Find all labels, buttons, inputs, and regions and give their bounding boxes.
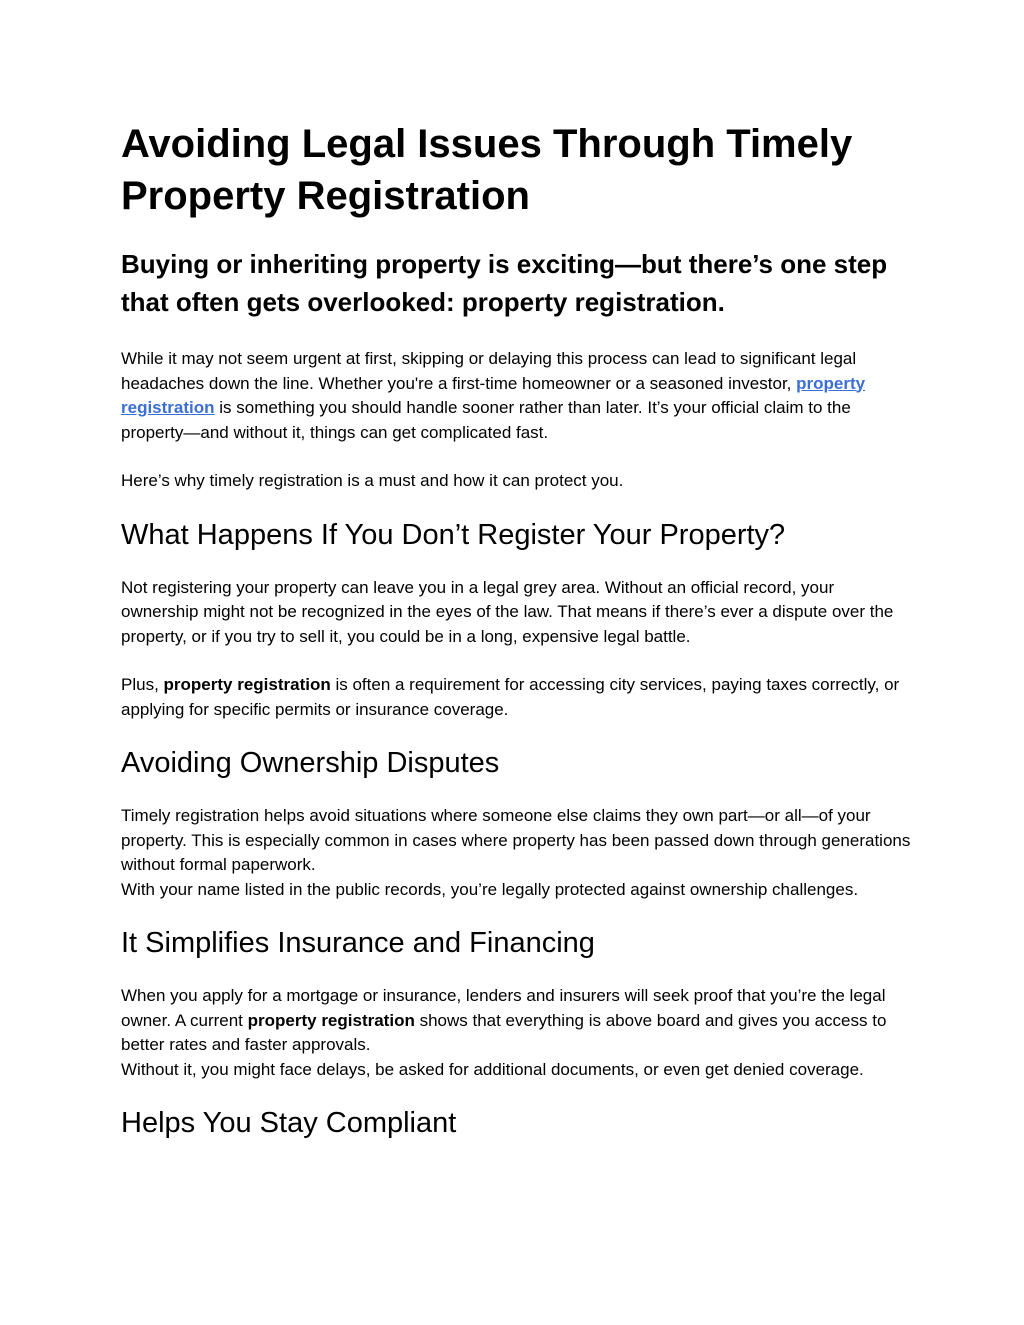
section1-paragraph-2 bbox=[121, 673, 911, 722]
section3-paragraph-1 bbox=[121, 984, 911, 1058]
section3-paragraph-2: Without it, you might face delays, be asked for additional documents, or even get denied coverage. bbox=[121, 1059, 864, 1079]
intro-text-after-link: is something you should handle sooner rather than later. It’s your official claim to the property—and without it, things can get complicated fast. bbox=[121, 398, 851, 442]
section3-text-before-bold: When you apply for a mortgage or insurance, lenders and insurers will seek proof that you’re the legal owner. A current bbox=[121, 986, 886, 1030]
section2-paragraph-2: With your name listed in the public records, you’re legally protected against ownership challenges. bbox=[121, 879, 859, 899]
intro-paragraph-2: Here’s why timely registration is a must and how it can protect you. bbox=[121, 471, 624, 490]
section1-text-before-bold: Plus, bbox=[121, 675, 164, 694]
section-heading-compliance: Helps You Stay Compliant bbox=[121, 1107, 457, 1139]
section-heading-unregistered: What Happens If You Don’t Register Your Property? bbox=[121, 518, 786, 551]
property-registration-link[interactable]: property registration bbox=[121, 373, 866, 417]
section2-paragraph-1: Timely registration helps avoid situations where someone else claims they own part—or all—of your property. This is especially common in cases where property has been passed down through generations without formal paperwork. bbox=[121, 806, 911, 874]
section3-text-after-bold: shows that everything is above board and gives you access to better rates and faster approvals. bbox=[121, 1010, 887, 1054]
page-subtitle: Buying or inheriting property is exciting—but there’s one step that often gets overlooked: property registration. bbox=[121, 249, 888, 317]
section-heading-insurance: It Simplifies Insurance and Financing bbox=[121, 927, 595, 959]
section-heading-disputes: Avoiding Ownership Disputes bbox=[121, 747, 500, 779]
section1-paragraph-1: Not registering your property can leave you in a legal grey area. Without an official record, your ownership might not be recognized in the eyes of the law. That means if there’s ever a dispute over the property, or if you try to sell it, you could be in a long, expensive legal battle. bbox=[121, 577, 894, 646]
intro-text-before-link: While it may not seem urgent at first, skipping or delaying this process can lead to significant legal headaches down the line. Whether you're a first-time homeowner or a seasoned investor, bbox=[121, 349, 857, 393]
intro-paragraph-1 bbox=[121, 347, 911, 445]
section1-text-after-bold: is often a requirement for accessing city services, paying taxes correctly, or applying for specific permits or insurance coverage. bbox=[121, 675, 900, 719]
section1-bold-term: property registration bbox=[163, 675, 331, 694]
page-title: Avoiding Legal Issues Through Timely Property Registration bbox=[121, 122, 853, 218]
section3-bold-term: property registration bbox=[247, 1010, 415, 1030]
document-page bbox=[121, 118, 911, 1141]
